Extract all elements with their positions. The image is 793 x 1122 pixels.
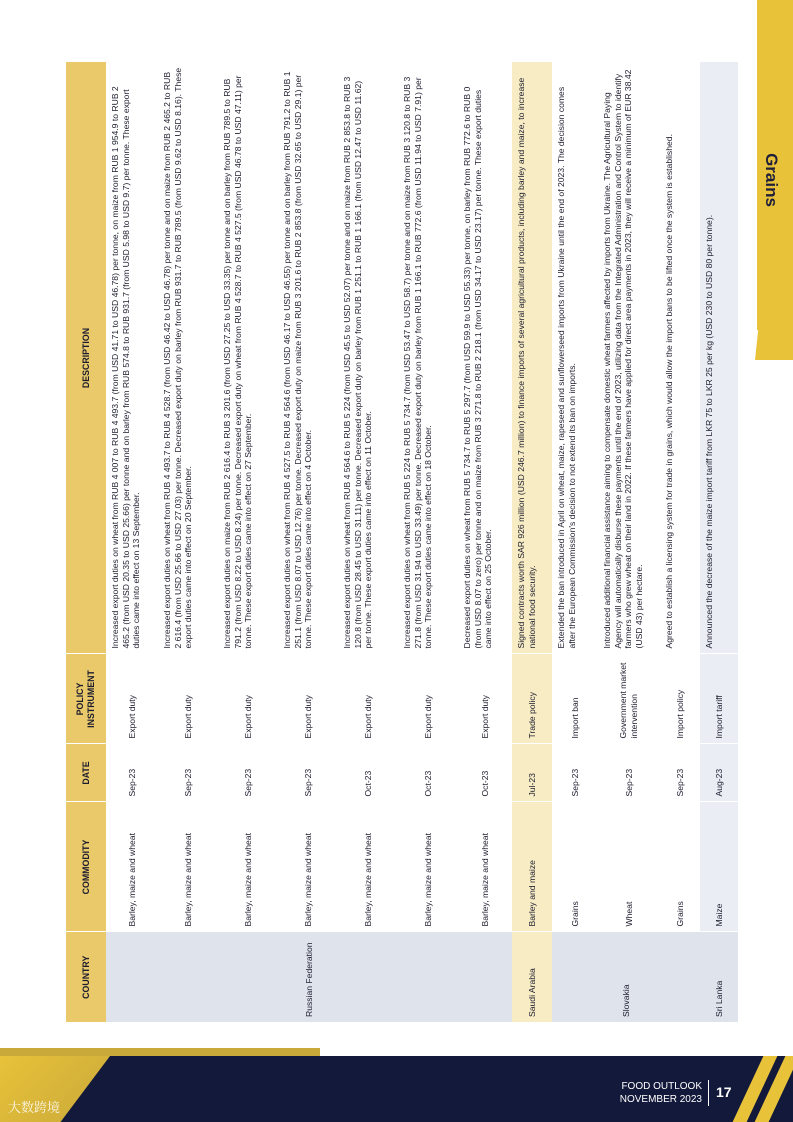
header-country: COUNTRY xyxy=(66,932,106,1022)
country-cell: Slovakia xyxy=(552,932,700,1022)
description-cell: Introduced additional financial assistance aiming to compensate domestic wheat farmers affected by imports from Ukraine. The Agricultural Paying Agency will automatically disburse these payments until the end of 2023, utilizing data from the Integrated Administration and Control System to identify farmers who grew wheat on their land in 2022. If these farmers have applied for direct area payments in 2023, they will receive a minimum of EUR 38.42 (USD 43) per hectare. xyxy=(598,62,660,654)
footer-publication xyxy=(600,1081,702,1106)
policy-table-wrapper xyxy=(66,62,724,1022)
table-row xyxy=(458,62,512,1022)
description-cell: Decreased export duties on wheat from RUB 5 734.7 to RUB 5 297.7 (from USD 59.9 to USD 55.33) per tonne, on barley from RUB 772.6 to RUB 0 (from USD 8.07 to zero) per tonne and on maize from RUB 3 271.8 to RUB 2 218.1 (from USD 34.17 to USD 23.17) per tonne. These export duties came into effect on 25 October. xyxy=(458,62,512,654)
description-cell: Increased export duties on wheat from RUB 4 493.7 to RUB 4 528.7 (from USD 46.42 to USD 46.78) per tonne and on maize from RUB 2 465.2 to RUB 2 616.4 (from USD 25.66 to USD 27.03) per tonne. Decreased export duty on barley from RUB 931.7 to RUB 789.5 (from USD 9.62 to USD 8.16). These export duties came into effect on 20 September. xyxy=(158,62,218,654)
date-cell: Sep-23 xyxy=(660,744,700,802)
table-row xyxy=(106,62,158,1022)
header-instrument: POLICY INSTRUMENT xyxy=(66,654,106,744)
policy-table xyxy=(66,62,738,1023)
commodity-cell: Barley, maize and wheat xyxy=(218,802,278,932)
country-cell: Saudi Arabia xyxy=(512,932,552,1022)
table-row xyxy=(512,62,552,1022)
date-cell: Sep-23 xyxy=(106,744,158,802)
table-row xyxy=(218,62,278,1022)
header-description: DESCRIPTION xyxy=(66,62,106,654)
date-cell: Sep-23 xyxy=(278,744,338,802)
description-cell: Extended the ban introduced in April on wheat, maize, rapeseed and sunflowerseed imports from Ukraine until the end of 2023. The decision comes after the European Commission's decision to not extend its ban on imports. xyxy=(552,62,598,654)
table-row xyxy=(278,62,338,1022)
commodity-cell: Barley, maize and wheat xyxy=(278,802,338,932)
table-row xyxy=(552,62,598,1022)
instrument-cell: Trade policy xyxy=(512,654,552,744)
footer-accent-bar xyxy=(0,1048,320,1056)
commodity-cell: Barley, maize and wheat xyxy=(106,802,158,932)
instrument-cell: Export duty xyxy=(278,654,338,744)
date-cell: Oct-23 xyxy=(458,744,512,802)
footer-date: NOVEMBER 2023 xyxy=(619,1093,702,1105)
commodity-cell: Barley, maize and wheat xyxy=(458,802,512,932)
header-date: DATE xyxy=(66,744,106,802)
table-row xyxy=(158,62,218,1022)
table-row xyxy=(398,62,458,1022)
description-cell: Signed contracts worth SAR 926 million (USD 246.7 million) to finance imports of several agricultural products, including barley and maize, to increase national food security. xyxy=(512,62,552,654)
header-commodity: COMMODITY xyxy=(66,802,106,932)
instrument-cell: Export duty xyxy=(218,654,278,744)
table-row xyxy=(660,62,700,1022)
description-cell: Increased export duties on wheat from RUB 5 224 to RUB 5 734.7 (from USD 53.47 to USD 58.7) per tonne and on maize from RUB 3 120.8 to RUB 3 271.8 (from USD 31.94 to USD 33.49) per tonne. Decreased export duty on barley from RUB 1 166.1 to RUB 772.6 (from USD 11.94 to USD 7.91) per tonne. These export duties came into effect on 18 October. xyxy=(398,62,458,654)
table-row xyxy=(700,62,738,1022)
date-cell: Aug-23 xyxy=(700,744,738,802)
instrument-cell: Import ban xyxy=(552,654,598,744)
watermark: 大数跨境 xyxy=(8,1100,61,1115)
commodity-cell: Barley, maize and wheat xyxy=(338,802,398,932)
instrument-cell: Export duty xyxy=(398,654,458,744)
commodity-cell: Grains xyxy=(552,802,598,932)
date-cell: Oct-23 xyxy=(338,744,398,802)
description-cell: Agreed to establish a licensing system for trade in grains, which would allow the import bans to be lifted once the system is established. xyxy=(660,62,700,654)
instrument-cell: Export duty xyxy=(458,654,512,744)
instrument-cell: Government market intervention xyxy=(598,654,660,744)
table-row xyxy=(598,62,660,1022)
commodity-cell: Wheat xyxy=(598,802,660,932)
commodity-cell: Barley, maize and wheat xyxy=(158,802,218,932)
date-cell: Sep-23 xyxy=(552,744,598,802)
description-cell: Increased export duties on wheat from RUB 4 564.6 to RUB 5 224 (from USD 45.5 to USD 52.07) per tonne and on maize from RUB 2 853.8 to RUB 3 120.8 (from USD 28.45 to USD 31.11) per tonne. Decreased export duty on barley from RUB 1 251.1 to RUB 1 166.1 (from USD 12.47 to USD 11.62) per tonne. These export duties came into effect on 11 October. xyxy=(338,62,398,654)
instrument-cell: Export duty xyxy=(338,654,398,744)
description-cell: Increased export duties on wheat from RUB 4 007 to RUB 4 493.7 (from USD 41.71 to USD 46.78) per tonne, on maize from RUB 1 954.9 to RUB 2 465.2 (from USD 20.35 to USD 25.66) per tonne and on barley from RUB 574.8 to RUB 931.7 (from USD 5.98 to USD 9.7) per tonne. These export duties came into effect on 13 September. xyxy=(106,62,158,654)
date-cell: Oct-23 xyxy=(398,744,458,802)
commodity-cell: Maize xyxy=(700,802,738,932)
commodity-cell: Barley and maize xyxy=(512,802,552,932)
instrument-cell: Export duty xyxy=(158,654,218,744)
commodity-cell: Barley, maize and wheat xyxy=(398,802,458,932)
description-cell: Increased export duties on maize from RUB 2 616.4 to RUB 3 201.6 (from USD 27.25 to USD 33.35) per tonne and on barley from RUB 789.5 to RUB 791.2 (from USD 8.22 to USD 8.24) per tonne. Decreased export duty on wheat from RUB 4 528.7 to RUB 4 527.5 (from USD 46.78 to USD 47.11) per tonne. These export duties came into effect on 27 September. xyxy=(218,62,278,654)
country-cell: Russian Federation xyxy=(106,932,512,1022)
date-cell: Sep-23 xyxy=(218,744,278,802)
section-label: Grains xyxy=(762,153,781,207)
footer-divider xyxy=(708,1080,709,1106)
date-cell: Sep-23 xyxy=(158,744,218,802)
commodity-cell: Grains xyxy=(660,802,700,932)
date-cell: Jul-23 xyxy=(512,744,552,802)
description-cell: Increased export duties on wheat from RUB 4 527.5 to RUB 4 564.6 (from USD 46.17 to USD 46.55) per tonne and on barley from RUB 791.2 to RUB 1 251.1 (from USD 8.07 to USD 12.76) per tonne. Decreased export duty on maize from RUB 3 201.6 to RUB 2 853.8 (from USD 32.65 to USD 29.1) per tonne. These export duties came into effect on 4 October. xyxy=(278,62,338,654)
table-row xyxy=(338,62,398,1022)
instrument-cell: Import policy xyxy=(660,654,700,744)
footer-title: FOOD OUTLOOK xyxy=(621,1081,702,1092)
page-number: 17 xyxy=(716,1084,732,1100)
date-cell: Sep-23 xyxy=(598,744,660,802)
description-cell: Announced the decrease of the maize import tariff from LKR 75 to LKR 25 per kg (USD 230 to USD 80 per tonne). xyxy=(700,62,738,654)
instrument-cell: Export duty xyxy=(106,654,158,744)
instrument-cell: Import tariff xyxy=(700,654,738,744)
country-cell: Sri Lanka xyxy=(700,932,738,1022)
